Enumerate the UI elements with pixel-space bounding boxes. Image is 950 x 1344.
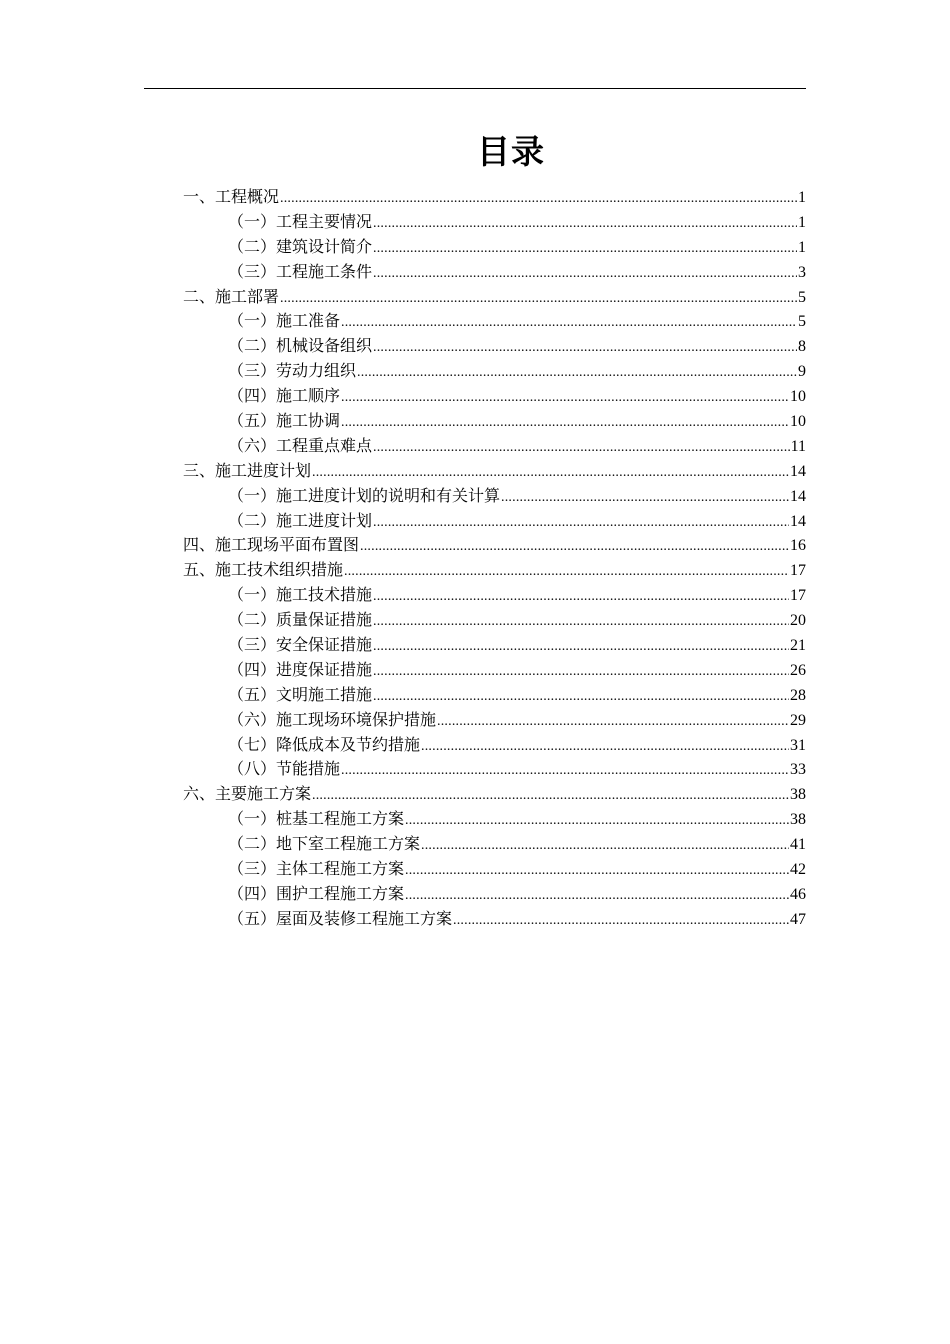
toc-entry[interactable]	[183, 708, 806, 733]
toc-dot-leader	[437, 710, 789, 735]
toc-entry-page-number: 14	[790, 487, 806, 505]
toc-entry-label: （六）施工现场环境保护措施	[228, 709, 437, 729]
toc-dot-leader	[341, 411, 789, 436]
toc-entry[interactable]	[183, 434, 806, 459]
toc-entry[interactable]	[183, 583, 806, 608]
toc-entry[interactable]	[183, 210, 806, 235]
toc-entry-label: （六）工程重点难点	[228, 435, 373, 455]
toc-entry-page-number: 28	[790, 686, 806, 704]
toc-entry-label: （三）主体工程施工方案	[228, 859, 405, 879]
toc-entry-label: （五）屋面及装修工程施工方案	[228, 908, 453, 928]
toc-entry-label: （七）降低成本及节约措施	[228, 734, 421, 754]
toc-entry[interactable]	[183, 608, 806, 633]
toc-entry-page-number: 20	[790, 612, 806, 630]
toc-entry-label: （八）节能措施	[228, 759, 341, 779]
toc-dot-leader	[373, 685, 789, 710]
toc-dot-leader	[341, 759, 789, 784]
toc-dot-leader	[341, 311, 797, 336]
toc-entry-label: （一）施工技术措施	[228, 585, 373, 605]
toc-dot-leader	[373, 585, 789, 610]
toc-entry-page-number: 1	[798, 189, 806, 206]
toc-entry-label: （二）施工进度计划	[228, 510, 373, 530]
toc-entry-label: （四）施工顺序	[228, 386, 341, 406]
toc-entry-page-number: 1	[798, 213, 806, 231]
toc-entry-page-number: 8	[798, 338, 806, 356]
toc-entry-page-number: 1	[798, 238, 806, 256]
toc-dot-leader	[357, 361, 797, 386]
toc-entry-page-number: 31	[790, 736, 806, 754]
toc-entry-page-number: 5	[798, 313, 806, 331]
toc-entry-page-number: 29	[790, 711, 806, 729]
toc-entry-label: （四）围护工程施工方案	[228, 883, 405, 903]
toc-entry[interactable]	[183, 235, 806, 260]
toc-entry-page-number: 38	[790, 786, 806, 804]
toc-entry-label: （三）劳动力组织	[228, 361, 357, 381]
toc-entry-label: （三）安全保证措施	[228, 635, 373, 655]
toc-entry-page-number: 17	[790, 587, 806, 605]
toc-entry-label: （三）工程施工条件	[228, 261, 373, 281]
toc-dot-leader	[280, 187, 797, 212]
toc-entry[interactable]	[183, 533, 806, 558]
toc-entry-page-number: 17	[790, 562, 806, 580]
toc-dot-leader	[373, 262, 797, 287]
toc-dot-leader	[421, 735, 789, 760]
toc-entry-label: （五）施工协调	[228, 411, 341, 431]
toc-entry-page-number: 46	[790, 885, 806, 903]
toc-dot-leader	[373, 436, 790, 461]
header-rule	[144, 88, 806, 89]
toc-entry-label: （一）施工进度计划的说明和有关计算	[228, 485, 501, 505]
toc-entry-page-number: 21	[790, 637, 806, 655]
toc-entry[interactable]	[183, 633, 806, 658]
toc-dot-leader	[312, 784, 789, 809]
toc-dot-leader	[405, 809, 789, 834]
toc-dot-leader	[501, 486, 789, 511]
toc-entry-label: （二）质量保证措施	[228, 610, 373, 630]
toc-dot-leader	[373, 237, 797, 262]
toc-dot-leader	[341, 386, 789, 411]
toc-entry[interactable]	[183, 782, 806, 807]
toc-dot-leader	[453, 909, 789, 934]
toc-entry-label: （二）地下室工程施工方案	[228, 834, 421, 854]
toc-entry[interactable]	[183, 260, 806, 285]
toc-entry[interactable]	[183, 757, 806, 782]
toc-dot-leader	[373, 212, 797, 237]
toc-entry-page-number: 42	[790, 861, 806, 879]
toc-entry-label: （四）进度保证措施	[228, 659, 373, 679]
toc-entry-page-number: 16	[790, 537, 806, 555]
toc-entry-page-number: 26	[790, 661, 806, 679]
toc-dot-leader	[373, 610, 789, 635]
toc-entry[interactable]	[183, 409, 806, 434]
toc-entry[interactable]	[183, 683, 806, 708]
toc-entry-label: （一）桩基工程施工方案	[228, 809, 405, 829]
toc-entry[interactable]	[183, 832, 806, 857]
toc-entry-page-number: 3	[798, 263, 806, 281]
toc-dot-leader	[360, 535, 789, 560]
toc-entry[interactable]	[183, 882, 806, 907]
toc-entry[interactable]	[183, 359, 806, 384]
toc-entry-page-number: 11	[790, 437, 806, 455]
toc-entry[interactable]	[183, 558, 806, 583]
toc-dot-leader	[405, 884, 789, 909]
toc-entry-label: （二）建筑设计简介	[228, 236, 373, 256]
toc-entry[interactable]	[183, 509, 806, 534]
toc-entry[interactable]	[183, 733, 806, 758]
toc-entry-page-number: 14	[790, 462, 806, 480]
toc-entry-page-number: 41	[790, 836, 806, 854]
toc-entry[interactable]	[183, 185, 806, 210]
toc-entry-page-number: 9	[798, 363, 806, 381]
toc-entry-page-number: 5	[798, 288, 806, 306]
toc-dot-leader	[280, 287, 797, 312]
toc-entry-page-number: 38	[790, 811, 806, 829]
toc-dot-leader	[373, 660, 789, 685]
toc-entry-label: 四、施工现场平面布置图	[183, 535, 360, 555]
toc-entry[interactable]	[183, 484, 806, 509]
toc-entry-page-number: 47	[790, 910, 806, 928]
toc-dot-leader	[405, 859, 789, 884]
toc-entry[interactable]	[183, 907, 806, 932]
toc-dot-leader	[421, 834, 789, 859]
toc-entry-page-number: 10	[790, 388, 806, 406]
toc-entry-label: 二、施工部署	[183, 286, 280, 306]
toc-entry[interactable]	[183, 309, 806, 334]
toc-entry-label: （五）文明施工措施	[228, 684, 373, 704]
toc-entry-label: 三、施工进度计划	[183, 460, 312, 480]
toc-entry-label: 一、工程概况	[183, 187, 280, 206]
page-title: 目录	[477, 132, 545, 171]
toc-entry[interactable]	[183, 459, 806, 484]
toc-entry-label: （一）工程主要情况	[228, 211, 373, 231]
toc-dot-leader	[344, 560, 789, 585]
toc-dot-leader	[373, 336, 797, 361]
toc-entry-page-number: 33	[790, 761, 806, 779]
toc-entry[interactable]	[183, 807, 806, 832]
toc-entry[interactable]	[183, 658, 806, 683]
toc-entry-label: （二）机械设备组织	[228, 336, 373, 356]
toc-dot-leader	[312, 461, 789, 486]
toc-entry-label: 六、主要施工方案	[183, 784, 312, 804]
toc-entry-page-number: 10	[790, 413, 806, 431]
toc-entry[interactable]	[183, 285, 806, 310]
toc-entry[interactable]	[183, 334, 806, 359]
toc-dot-leader	[373, 511, 789, 536]
toc-entry-label: 五、施工技术组织措施	[183, 560, 344, 580]
table-of-contents	[183, 185, 806, 932]
toc-entry[interactable]	[183, 857, 806, 882]
toc-entry[interactable]	[183, 384, 806, 409]
toc-entry-label: （一）施工准备	[228, 311, 341, 331]
toc-dot-leader	[373, 635, 789, 660]
toc-entry-page-number: 14	[790, 512, 806, 530]
